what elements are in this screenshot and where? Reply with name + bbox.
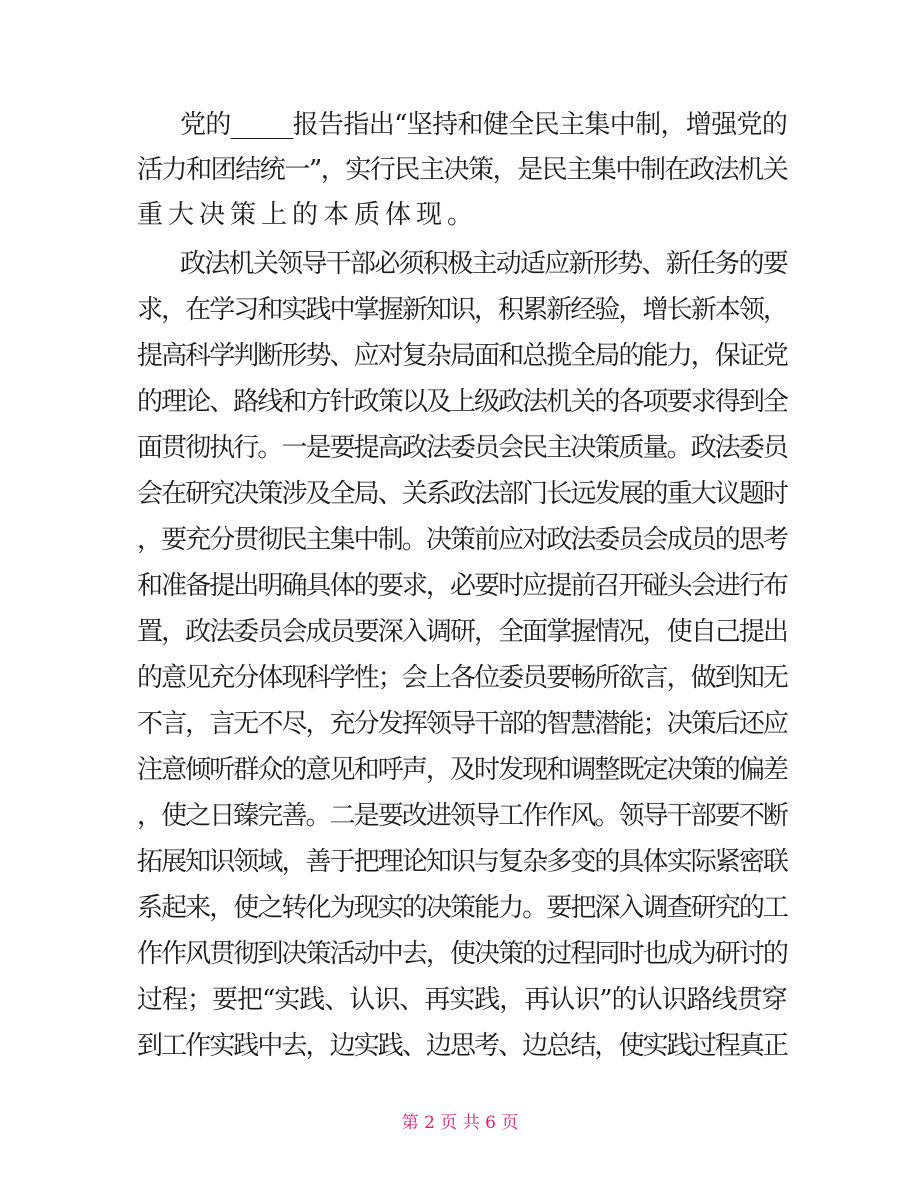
- text-line: 政法机关领导干部必须积极主动适应新形势、新任务的要: [180, 249, 788, 279]
- text-line: 和准备提出明确具体的要求，必要时应提前召开碰头会进行布: [137, 571, 788, 601]
- text-line: 活力和团结统一”，实行民主决策，是民主集中制在政法机关: [137, 155, 788, 185]
- text-line: 过程；要把“实践、认识、再实践，再认识”的认识路线贯穿: [137, 985, 787, 1015]
- text-line: ，使之日臻完善。二是要改进领导工作作风。领导干部要不断: [137, 801, 788, 831]
- text-line: 的理论、路线和方针政策以及上级政法机关的各项要求得到全: [137, 387, 788, 417]
- text-line: 作作风贯彻到决策活动中去，使决策的过程同时也成为研讨的: [137, 939, 788, 969]
- text-line: ，要充分贯彻民主集中制。决策前应对政法委员会成员的思考: [137, 525, 788, 555]
- text-line: 的意见充分体现科学性；会上各位委员要畅所欲言，做到知无: [137, 663, 788, 693]
- text-line: 系起来，使之转化为现实的决策能力。要把深入调查研究的工: [137, 893, 788, 923]
- text-line: 不言，言无不尽，充分发挥领导干部的智慧潜能；决策后还应: [137, 709, 788, 739]
- text-line: 提高科学判断形势、应对复杂局面和总揽全局的能力，保证党: [137, 341, 788, 371]
- text-line: 会在研究决策涉及全局、关系政法部门长远发展的重大议题时: [137, 479, 788, 509]
- text-line: 党的_____报告指出“坚持和健全民主集中制，增强党的: [180, 110, 788, 140]
- text-line: 注意倾听群众的意见和呼声，及时发现和调整既定决策的偏差: [137, 755, 788, 785]
- text-line: 到工作实践中去，边实践、边思考、边总结，使实践过程真正: [137, 1031, 788, 1061]
- text-line: 求，在学习和实践中掌握新知识，积累新经验，增长新本领，: [137, 295, 788, 325]
- text-line: 拓展知识领域，善于把理论知识与复杂多变的具体实际紧密联: [137, 847, 788, 877]
- text-line: 重大决策上的本质体现。: [137, 200, 479, 230]
- text-line: 置，政法委员会成员要深入调研，全面掌握情况，使自己提出: [137, 617, 788, 647]
- text-line: 面贯彻执行。一是要提高政法委员会民主决策质量。政法委员: [137, 433, 788, 463]
- page-number-footer: 第 2 页 共 6 页: [401, 1113, 519, 1133]
